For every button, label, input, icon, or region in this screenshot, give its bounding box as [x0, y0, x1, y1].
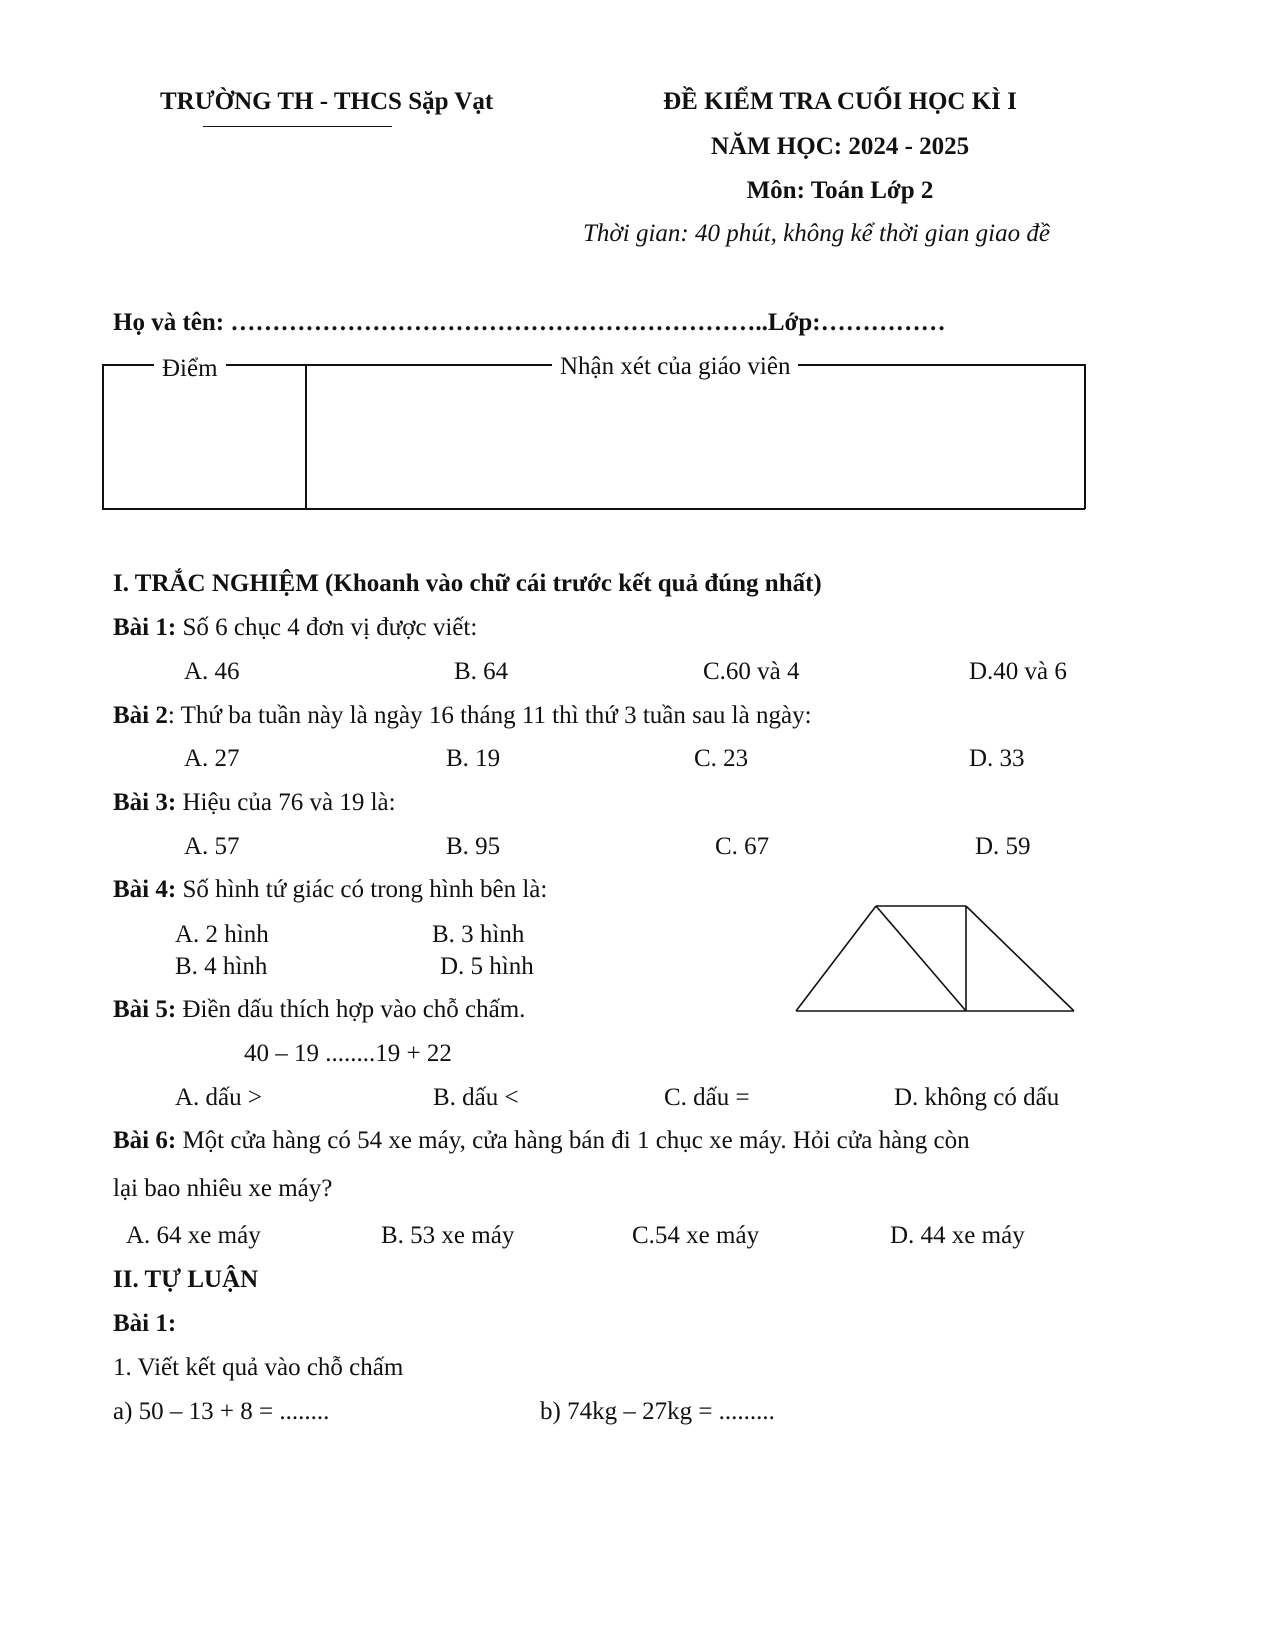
- question-1-label: Bài 1:: [113, 614, 177, 641]
- part2-instruction: 1. Viết kết quả vào chỗ chấm: [113, 1354, 404, 1381]
- q5-expression[interactable]: 40 – 19 ........19 + 22: [244, 1040, 452, 1067]
- name-label: Họ và tên:: [113, 309, 225, 336]
- part2-exercise-b[interactable]: b) 74kg – 27kg = .........: [540, 1398, 775, 1425]
- question-6-label: Bài 6:: [113, 1127, 177, 1154]
- q1-option-b[interactable]: B. 64: [454, 658, 509, 685]
- name-field[interactable]: ………………………………………………………..: [230, 309, 768, 336]
- question-3-label: Bài 3:: [113, 789, 177, 816]
- q5-option-c[interactable]: C. dấu =: [664, 1084, 750, 1111]
- q1-option-d[interactable]: D.40 và 6: [969, 658, 1067, 685]
- q1-option-c[interactable]: C.60 và 4: [703, 658, 800, 685]
- question-4: [113, 877, 547, 902]
- question-2-label: Bài 2: [113, 702, 168, 729]
- q5-option-a[interactable]: A. dấu >: [175, 1084, 262, 1111]
- q3-option-c[interactable]: C. 67: [715, 833, 770, 860]
- q3-option-a[interactable]: A. 57: [184, 833, 240, 860]
- box-right-border: [1084, 364, 1086, 509]
- class-label: Lớp:: [767, 309, 821, 336]
- question-5-text: Điền dấu thích hợp vào chỗ chấm.: [176, 996, 526, 1023]
- q5-option-d[interactable]: D. không có dấu: [894, 1084, 1060, 1111]
- figure-right-edge: [966, 906, 1074, 1011]
- quadrilateral-figure: [790, 900, 1080, 1020]
- question-5-label: Bài 5:: [113, 996, 177, 1023]
- q2-option-c[interactable]: C. 23: [694, 745, 749, 772]
- question-2-text: : Thứ ba tuần này là ngày 16 tháng 11 thì thứ 3 tuần sau là ngày:: [167, 702, 812, 729]
- q1-option-a[interactable]: A. 46: [184, 658, 240, 685]
- box-divider: [305, 364, 307, 510]
- comment-area[interactable]: [308, 380, 1082, 506]
- question-3: [113, 790, 396, 815]
- q5-option-b[interactable]: B. dấu <: [433, 1084, 519, 1111]
- figure-diagonal: [876, 906, 966, 1011]
- subject-grade: Môn: Toán Lớp 2: [746, 177, 934, 204]
- box-bottom-border: [102, 508, 1085, 510]
- question-6-text: Một cửa hàng có 54 xe máy, cửa hàng bán đi 1 chục xe máy. Hỏi cửa hàng còn: [176, 1127, 970, 1154]
- part2-heading: II. TỰ LUẬN: [113, 1266, 259, 1293]
- q2-option-a[interactable]: A. 27: [184, 745, 240, 772]
- score-label: Điểm: [154, 356, 226, 381]
- q4-option-a[interactable]: A. 2 hình: [175, 921, 269, 948]
- question-4-text: Số hình tứ giác có trong hình bên là:: [176, 876, 548, 903]
- q6-option-b[interactable]: B. 53 xe máy: [381, 1222, 515, 1249]
- school-year: NĂM HỌC: 2024 - 2025: [710, 133, 970, 160]
- school-name: TRƯỜNG TH - THCS Sặp Vạt: [160, 88, 494, 115]
- q4-option-b[interactable]: B. 3 hình: [432, 921, 525, 948]
- score-area[interactable]: [104, 380, 304, 506]
- question-6-text-continued: lại bao nhiêu xe máy?: [113, 1175, 333, 1202]
- figure-left-edge: [796, 906, 876, 1011]
- q4-option-c[interactable]: B. 4 hình: [175, 953, 268, 980]
- student-info-line: [113, 310, 946, 335]
- q6-option-c[interactable]: C.54 xe máy: [632, 1222, 760, 1249]
- q2-option-d[interactable]: D. 33: [969, 745, 1025, 772]
- question-4-label: Bài 4:: [113, 876, 177, 903]
- school-underline: [203, 126, 392, 127]
- q4-option-d[interactable]: D. 5 hình: [440, 953, 534, 980]
- class-field[interactable]: ……………: [820, 309, 946, 336]
- part2-exercise-a[interactable]: a) 50 – 13 + 8 = ........: [113, 1398, 330, 1425]
- part1-heading: I. TRẮC NGHIỆM (Khoanh vào chữ cái trước kết quả đúng nhất): [113, 570, 822, 597]
- question-2: [113, 703, 812, 728]
- q3-option-b[interactable]: B. 95: [446, 833, 501, 860]
- teacher-comment-label: Nhận xét của giáo viên: [552, 354, 798, 379]
- q6-option-a[interactable]: A. 64 xe máy: [126, 1222, 261, 1249]
- q2-option-b[interactable]: B. 19: [446, 745, 501, 772]
- exam-title: ĐỀ KIỂM TRA CUỐI HỌC KÌ I: [663, 88, 1017, 115]
- time-note: Thời gian: 40 phút, không kể thời gian giao đề: [583, 220, 1050, 247]
- question-1-text: Số 6 chục 4 đơn vị được viết:: [176, 614, 478, 641]
- q3-option-d[interactable]: D. 59: [975, 833, 1031, 860]
- q6-option-d[interactable]: D. 44 xe máy: [890, 1222, 1025, 1249]
- question-1: [113, 615, 477, 640]
- question-5: [113, 997, 525, 1022]
- question-3-text: Hiệu của 76 và 19 là:: [176, 789, 396, 816]
- part2-question-1-label: Bài 1:: [113, 1310, 177, 1337]
- question-6: [113, 1128, 970, 1153]
